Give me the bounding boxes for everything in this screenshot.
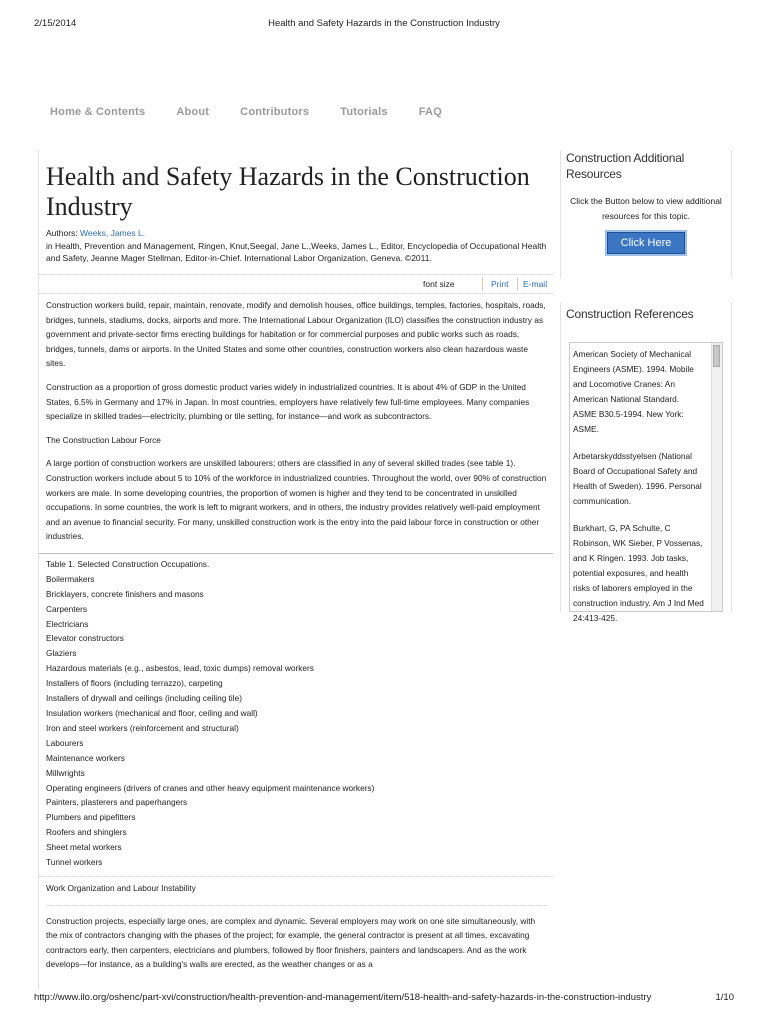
divider	[39, 553, 553, 554]
email-link[interactable]: E-mail	[523, 279, 548, 289]
print-header	[34, 18, 734, 32]
article-title: Health and Safety Hazards in the Construction Industry	[46, 162, 530, 221]
references-title: Construction References	[566, 307, 694, 321]
print-date: 2/15/2014	[34, 18, 77, 29]
reference-item: Arbetarskyddsstyelsen (National Board of Occupational Safety and Health of Sweden). 1996. Personal communication.	[573, 451, 702, 506]
reference-item: Burkhart, G, PA Schulte, C Robinson, WK Sieber, P Vossenas, and K Ringen. 1993. Job tasks, potential exposures, and health risks of laborers employed in the construction industry. Am J Ind Med 24:413-425.	[573, 523, 704, 623]
table-row: Iron and steel workers (reinforcement and structural)	[46, 722, 239, 733]
authors-label: Authors:	[46, 228, 78, 238]
table-row: Sheet metal workers	[46, 842, 122, 853]
tools-divider	[517, 277, 518, 291]
paragraph: A large portion of construction workers are unskilled labourers; others are classified in any of several skilled trades (see table 1). Construction workers include about 5 to 10% of the workforce in industrialized countries. Throughout the world, over 90% of construction workers are male. In some developing countries, the proportion of women is higher and they tend to be concentrated in unskilled occupations. In some countries, the work is left to migrant workers, and in others, the industry provides relatively well-paid employment and an avenue to financial security. For many, unskilled construction work is the entry into the paid labour force in construction or other industries.	[46, 458, 547, 542]
references-box	[560, 302, 732, 623]
reference-item: American Society of Mechanical Engineers (ASME). 1994. Mobile and Locomotive Cranes: An American National Standard. ASME B30.5-1994. New York: ASME.	[573, 349, 694, 434]
article-body	[46, 298, 553, 544]
print-title: Health and Safety Hazards in the Construction Industry	[268, 18, 500, 29]
print-footer	[34, 992, 734, 1006]
nav-home-contents[interactable]: Home & Contents	[50, 106, 146, 118]
print-link[interactable]: Print	[491, 279, 509, 289]
article-body-continued	[46, 881, 553, 972]
section-heading: Work Organization and Labour Instability	[46, 882, 196, 893]
author-link[interactable]: Weeks, James L.	[80, 228, 146, 238]
table-row: Tunnel workers	[46, 857, 103, 868]
divider	[46, 905, 547, 906]
nav-about[interactable]: About	[176, 106, 210, 118]
table-title: Table 1. Selected Construction Occupations.	[46, 558, 210, 569]
table-row: Insulation workers (mechanical and floor, ceiling and wall)	[46, 707, 258, 718]
divider	[39, 876, 553, 877]
table-row: Electricians	[46, 618, 89, 629]
table-row: Boilermakers	[46, 573, 95, 584]
table-row: Installers of floors (including terrazzo), carpeting	[46, 678, 223, 689]
table-row: Carpenters	[46, 603, 88, 614]
table-row: Millwrights	[46, 767, 85, 778]
table-row: Glaziers	[46, 648, 77, 659]
font-size-control[interactable]: font size	[423, 279, 455, 289]
table-row: Bricklayers, concrete finishers and masons	[46, 588, 204, 599]
click-here-button[interactable]: Click Here	[607, 232, 685, 254]
section-heading: The Construction Labour Force	[46, 434, 161, 445]
article-main	[38, 150, 553, 990]
additional-resources-box	[560, 150, 732, 278]
nav-tutorials[interactable]: Tutorials	[340, 106, 388, 118]
nav-contributors[interactable]: Contributors	[240, 106, 310, 118]
references-scroll-area[interactable]	[569, 342, 723, 623]
table-row: Installers of drywall and ceilings (including ceiling tile)	[46, 693, 242, 704]
table-row: Maintenance workers	[46, 752, 125, 763]
table-row: Operating engineers (drivers of cranes and other heavy equipment maintenance workers)	[46, 782, 375, 793]
table-row: Plumbers and pipefitters	[46, 812, 136, 823]
scrollbar-thumb[interactable]	[713, 345, 720, 367]
table-row: Elevator constructors	[46, 633, 124, 644]
citation: in Health, Prevention and Management, Ringen, Knut,Seegal, Jane L.,Weeks, James L., Editor, Encyclopedia of Occupational Health and Safety, Jeanne Mager Stellman, Editor-in-Chief. International Labor Organization, Geneva. ©2011.	[46, 241, 547, 263]
paragraph: Construction as a proportion of gross domestic product varies widely in industrialized countries. It is about 4% of GDP in the United States, 6.5% in Germany and 17% in Japan. In most countries, employers have relatively few full-time employees. Many companies specialize in skilled trades—electricity, plumbing or tile setting, for instance—and work as subcontractors.	[46, 381, 530, 422]
paragraph: Construction workers build, repair, maintain, renovate, modify and demolish houses, office buildings, temples, factories, hospitals, roads, bridges, tunnels, stadiums, docks, airports and more. The International Labour Organization (ILO) classifies the construction industry as government and private-sector firms erecting buildings for habitation or for commercial purposes and public works such as roads, bridges, tunnels, dams or airports. In the United States and some other countries, construction workers also clean hazardous waste sites.	[46, 300, 546, 369]
nav-faq[interactable]: FAQ	[418, 106, 442, 118]
references-scrollbar[interactable]	[711, 343, 722, 611]
top-nav	[50, 106, 470, 118]
tools-divider	[482, 277, 483, 291]
table-row: Roofers and shinglers	[46, 827, 127, 838]
table-row: Labourers	[46, 737, 84, 748]
resources-text: Click the Button below to view additional resources for this topic.	[570, 196, 722, 221]
table-row: Hazardous materials (e.g., asbestos, lead, toxic dumps) removal workers	[46, 663, 314, 674]
table-row: Painters, plasterers and paperhangers	[46, 797, 188, 808]
authors-line	[46, 228, 553, 238]
paragraph: Construction projects, especially large ones, are complex and dynamic. Several employers may work on one site simultaneously, with the mix of contractors changing with the phases of the project; for example, the general contractor is present at all times, excavating contractors early, then carpenters, electricians and plumbers, followed by floor finishers, painters and landscapers. And as the work develops—for instance, as a building's walls are erected, as the weather changes or as a	[46, 915, 536, 970]
page-number: 1/10	[715, 992, 734, 1003]
article-tools	[39, 274, 553, 294]
resources-title: Construction Additional Resources	[566, 151, 685, 181]
occupations-table	[46, 557, 553, 870]
print-url: http://www.ilo.org/oshenc/part-xvi/construction/health-prevention-and-management/item/518-health-and-safety-hazards-in-the-construction-industry	[34, 992, 652, 1003]
